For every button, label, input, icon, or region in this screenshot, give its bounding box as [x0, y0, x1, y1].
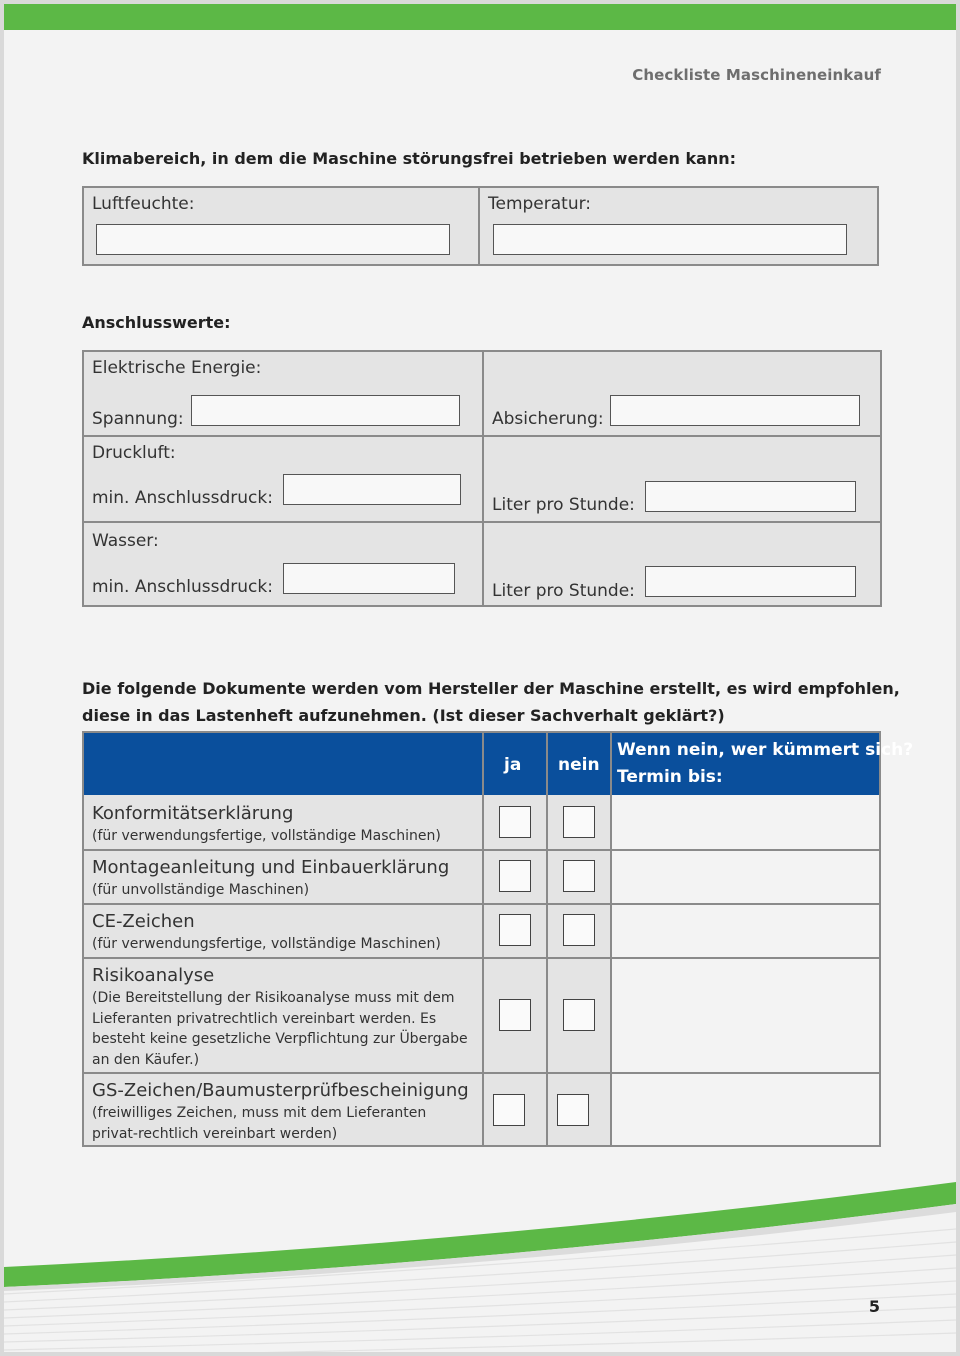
row-divider-3: [84, 957, 879, 959]
dokumente-heading-line1: Die folgende Dokumente werden vom Hersteller der Maschine erstellt, es wird empfohlen,: [82, 679, 900, 698]
spannung-input[interactable]: [191, 395, 460, 426]
row-1-ja-checkbox[interactable]: [499, 806, 531, 838]
row-3-nein-checkbox[interactable]: [563, 914, 595, 946]
row-1-nein-checkbox[interactable]: [563, 806, 595, 838]
wasser-min-label: min. Anschlussdruck:: [92, 577, 273, 597]
top-accent-bar: [4, 4, 956, 30]
col-nein-header: nein: [558, 755, 600, 775]
row-2-nein-checkbox[interactable]: [563, 860, 595, 892]
temperatur-input[interactable]: [493, 224, 847, 255]
dokumente-table: [82, 731, 914, 1147]
col-wer-header-line2: Termin bis:: [617, 767, 723, 787]
row-5-nein-checkbox[interactable]: [557, 1094, 589, 1126]
row-1-sub: (für verwendungsfertige, vollständige Maschinen): [92, 828, 441, 844]
col-wer-header-line1: Wenn nein, wer kümmert sich?: [617, 740, 914, 760]
row-3-title: CE-Zeichen: [92, 911, 195, 932]
row-divider-2: [84, 903, 879, 905]
footer-swoosh: [4, 1174, 956, 1352]
row-5-ja-checkbox[interactable]: [493, 1094, 525, 1126]
page-number: 5: [868, 1297, 880, 1316]
row-5-sub: (freiwilliges Zeichen, muss mit dem Lieferanten privat-rechtlich vereinbart werden): [92, 1105, 427, 1142]
row-2-sub: (für unvollständige Maschinen): [92, 882, 310, 898]
row-4-nein-checkbox[interactable]: [563, 999, 595, 1031]
druckluft-min-label: min. Anschlussdruck:: [92, 488, 273, 508]
row-divider-4: [84, 1072, 879, 1074]
luftfeuchte-input[interactable]: [96, 224, 450, 255]
row-4-sub: (Die Bereitstellung der Risikoanalyse muss mit dem Lieferanten privatrechtlich vereinbart werden. Es besteht keine gesetzliche Verpflichtung zur Übergabe an den Käufer.): [92, 990, 468, 1068]
wasser-label: Wasser:: [92, 531, 159, 551]
temperatur-label: Temperatur:: [488, 194, 592, 214]
wer-column: [612, 795, 879, 1145]
dokumente-heading-line2: diese in das Lastenheft aufzunehmen. (Ist dieser Sachverhalt geklärt?): [82, 706, 725, 725]
druckluft-min-input[interactable]: [283, 474, 461, 505]
anschluss-heading: Anschlusswerte:: [82, 313, 231, 332]
druckluft-liter-input[interactable]: [645, 481, 856, 512]
col-divider-2: [546, 733, 548, 1145]
druckluft-label: Druckluft:: [92, 443, 176, 463]
row-4-ja-checkbox[interactable]: [499, 999, 531, 1031]
col-divider-3: [610, 733, 612, 1145]
wasser-liter-input[interactable]: [645, 566, 856, 597]
luftfeuchte-label: Luftfeuchte:: [92, 194, 195, 214]
wasser-min-input[interactable]: [283, 563, 455, 594]
row-divider-1: [84, 849, 879, 851]
header-title: Checkliste Maschineneinkauf: [632, 66, 881, 84]
row-1-title: Konformitätserklärung: [92, 803, 294, 824]
row-2-title: Montageanleitung und Einbauerklärung: [92, 857, 450, 878]
absicherung-input[interactable]: [610, 395, 860, 426]
druckluft-liter-label: Liter pro Stunde:: [492, 495, 635, 515]
klima-divider: [478, 186, 480, 266]
elektrisch-label: Elektrische Energie:: [92, 358, 262, 378]
document-page: [4, 4, 956, 1352]
row-4-title: Risikoanalyse: [92, 965, 215, 986]
spannung-label: Spannung:: [92, 409, 184, 429]
col-ja-header: ja: [504, 755, 522, 775]
row-2-ja-checkbox[interactable]: [499, 860, 531, 892]
anschluss-divider: [482, 350, 484, 607]
anschluss-row-divider-1: [82, 435, 882, 437]
row-3-ja-checkbox[interactable]: [499, 914, 531, 946]
wasser-liter-label: Liter pro Stunde:: [492, 581, 635, 601]
klima-heading: Klimabereich, in dem die Maschine störungsfrei betrieben werden kann:: [82, 149, 737, 168]
absicherung-label: Absicherung:: [492, 409, 604, 429]
row-5-title: GS-Zeichen/Baumusterprüfbescheinigung: [92, 1080, 469, 1101]
row-3-sub: (für verwendungsfertige, vollständige Maschinen): [92, 936, 441, 952]
col-divider-1: [482, 733, 484, 1145]
anschluss-row-divider-2: [82, 521, 882, 523]
